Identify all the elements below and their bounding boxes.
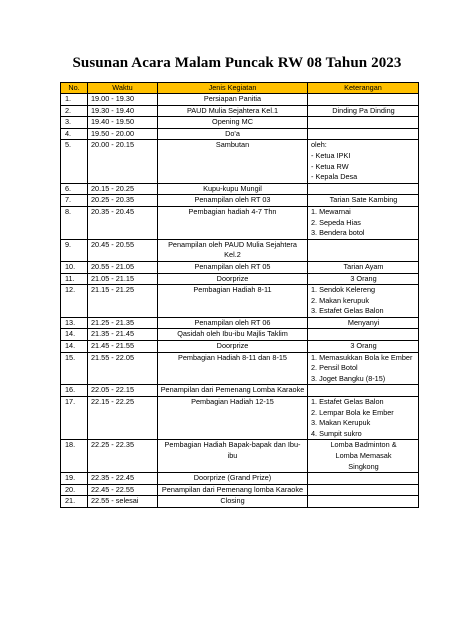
table-row <box>61 206 419 239</box>
row-number: 6. <box>61 183 88 195</box>
keterangan-line: 2. Lempar Bola ke Ember <box>311 407 394 417</box>
table-row <box>61 140 419 183</box>
keterangan-line: 2. Makan kerupuk <box>311 295 370 305</box>
keterangan-line: - Ketua IPKI <box>311 150 351 160</box>
row-waktu: 19.30 - 19.40 <box>88 105 158 117</box>
table-row <box>61 261 419 273</box>
row-waktu: 22.45 - 22.55 <box>88 484 158 496</box>
keterangan-line: Singkong <box>348 461 379 471</box>
keterangan-line: - Kepala Desa <box>311 172 358 182</box>
row-keterangan <box>308 484 419 496</box>
row-number: 4. <box>61 128 88 140</box>
kegiatan-text: Penampilan oleh RT 05 <box>194 261 271 271</box>
row-jenis-kegiatan <box>158 239 308 261</box>
row-jenis-kegiatan <box>158 473 308 485</box>
row-waktu: 20.25 - 20.35 <box>88 195 158 207</box>
row-jenis-kegiatan <box>158 117 308 129</box>
row-waktu: 20.55 - 21.05 <box>88 261 158 273</box>
row-waktu: 21.35 - 21.45 <box>88 329 158 341</box>
row-waktu: 21.45 - 21.55 <box>88 341 158 353</box>
row-jenis-kegiatan <box>158 341 308 353</box>
table-row <box>61 473 419 485</box>
keterangan-line: Dinding Pa Dinding <box>332 105 395 115</box>
kegiatan-text: Pembagian hadiah 4-7 Thn <box>188 206 277 216</box>
keterangan-line: 3. Bendera botol <box>311 228 365 238</box>
kegiatan-text: Doorprize <box>216 273 249 283</box>
row-number: 5. <box>61 140 88 183</box>
table-row <box>61 496 419 508</box>
keterangan-line: 3. Joget Bangku (8-15) <box>311 373 386 383</box>
row-jenis-kegiatan <box>158 105 308 117</box>
table-row <box>61 317 419 329</box>
kegiatan-text: Penampilan dari Pemenang lomba Karaoke <box>161 484 304 494</box>
row-jenis-kegiatan <box>158 94 308 106</box>
row-number: 15. <box>61 352 88 385</box>
table-row <box>61 94 419 106</box>
row-keterangan <box>308 285 419 318</box>
table-row <box>61 273 419 285</box>
row-keterangan <box>308 195 419 207</box>
header-keterangan: Keterangan <box>308 83 419 94</box>
row-keterangan <box>308 117 419 129</box>
row-keterangan <box>308 105 419 117</box>
row-keterangan <box>308 206 419 239</box>
row-waktu: 20.45 - 20.55 <box>88 239 158 261</box>
row-waktu: 22.05 - 22.15 <box>88 385 158 397</box>
row-jenis-kegiatan <box>158 273 308 285</box>
table-row <box>61 285 419 318</box>
row-number: 14. <box>61 329 88 341</box>
row-waktu: 19.50 - 20.00 <box>88 128 158 140</box>
row-number: 8. <box>61 206 88 239</box>
row-keterangan <box>308 239 419 261</box>
row-number: 19. <box>61 473 88 485</box>
row-keterangan <box>308 261 419 273</box>
row-jenis-kegiatan <box>158 484 308 496</box>
keterangan-line: oleh: <box>311 140 327 150</box>
table-row <box>61 352 419 385</box>
row-keterangan <box>308 440 419 473</box>
keterangan-line: Menyanyi <box>347 317 380 327</box>
kegiatan-text: Pembagian Hadiah Bapak-bapak dan Ibu-ibu <box>164 440 301 460</box>
row-keterangan <box>308 183 419 195</box>
keterangan-line: 3 Orang <box>350 273 377 283</box>
row-waktu: 22.15 - 22.25 <box>88 397 158 440</box>
keterangan-line: 3 Orang <box>350 341 377 351</box>
row-keterangan <box>308 397 419 440</box>
row-keterangan <box>308 385 419 397</box>
keterangan-line: Lomba Badminton & <box>330 440 397 450</box>
kegiatan-text: Pembagian Hadiah 12-15 <box>191 397 274 407</box>
row-waktu: 22.35 - 22.45 <box>88 473 158 485</box>
header-no: No. <box>61 83 88 94</box>
header-waktu: Waktu <box>88 83 158 94</box>
kegiatan-text: Penampilan oleh RT 03 <box>194 195 271 205</box>
table-row <box>61 484 419 496</box>
row-waktu: 21.15 - 21.25 <box>88 285 158 318</box>
row-jenis-kegiatan <box>158 206 308 239</box>
row-keterangan <box>308 341 419 353</box>
keterangan-line: Tarian Sate Kambing <box>329 195 398 205</box>
table-row <box>61 105 419 117</box>
row-keterangan <box>308 94 419 106</box>
row-keterangan <box>308 140 419 183</box>
row-waktu: 19.00 - 19.30 <box>88 94 158 106</box>
row-number: 16. <box>61 385 88 397</box>
kegiatan-text: Doorprize <box>216 341 249 351</box>
row-number: 12. <box>61 285 88 318</box>
keterangan-line: - Ketua RW <box>311 161 349 171</box>
row-waktu: 22.55 - selesai <box>88 496 158 508</box>
row-keterangan <box>308 329 419 341</box>
kegiatan-text: Do'a <box>225 128 240 138</box>
table-row <box>61 440 419 473</box>
keterangan-line: 3. Estafet Gelas Balon <box>311 306 384 316</box>
keterangan-line: 1. Memasukkan Bola ke Ember <box>311 352 413 362</box>
kegiatan-text: Opening MC <box>212 117 253 127</box>
row-jenis-kegiatan <box>158 496 308 508</box>
row-waktu: 21.25 - 21.35 <box>88 317 158 329</box>
document-title: Susunan Acara Malam Puncak RW 08 Tahun 2023 <box>72 55 402 71</box>
row-waktu: 20.35 - 20.45 <box>88 206 158 239</box>
row-keterangan <box>308 496 419 508</box>
row-number: 18. <box>61 440 88 473</box>
keterangan-line: 4. Sumpit sukro <box>311 428 362 438</box>
table-row <box>61 128 419 140</box>
row-number: 3. <box>61 117 88 129</box>
schedule-table <box>60 82 419 508</box>
row-jenis-kegiatan <box>158 329 308 341</box>
row-waktu: 21.55 - 22.05 <box>88 352 158 385</box>
row-keterangan <box>308 317 419 329</box>
row-keterangan <box>308 352 419 385</box>
row-number: 21. <box>61 496 88 508</box>
row-keterangan <box>308 473 419 485</box>
row-number: 7. <box>61 195 88 207</box>
kegiatan-text: PAUD Mulia Sejahtera Kel.1 <box>186 105 279 115</box>
row-jenis-kegiatan <box>158 317 308 329</box>
row-jenis-kegiatan <box>158 397 308 440</box>
kegiatan-text: Qasidah oleh Ibu-ibu Majlis Taklim <box>177 329 288 339</box>
keterangan-line: 1. Sendok Kelereng <box>311 285 376 295</box>
kegiatan-text: Penampilan dari Pemenang Lomba Karaoke <box>160 385 305 395</box>
row-keterangan <box>308 273 419 285</box>
row-waktu: 20.00 - 20.15 <box>88 140 158 183</box>
row-jenis-kegiatan <box>158 183 308 195</box>
kegiatan-text: Pembagian Hadiah 8-11 <box>193 285 272 295</box>
row-number: 1. <box>61 94 88 106</box>
table-row <box>61 397 419 440</box>
table-row <box>61 239 419 261</box>
keterangan-line: 2. Pensil Botol <box>311 363 358 373</box>
keterangan-line: 2. Sepeda Hias <box>311 217 361 227</box>
row-number: 11. <box>61 273 88 285</box>
row-number: 2. <box>61 105 88 117</box>
table-header-row <box>61 83 419 94</box>
row-number: 14. <box>61 341 88 353</box>
row-number: 10. <box>61 261 88 273</box>
kegiatan-text: Pembagian Hadiah 8-11 dan 8-15 <box>178 352 287 362</box>
kegiatan-text: Penampilan oleh PAUD Mulia Sejahtera Kel.2 <box>168 239 297 260</box>
row-number: 20. <box>61 484 88 496</box>
row-number: 17. <box>61 397 88 440</box>
row-keterangan <box>308 128 419 140</box>
kegiatan-text: Penampilan oleh RT 06 <box>194 317 271 327</box>
row-jenis-kegiatan <box>158 261 308 273</box>
row-jenis-kegiatan <box>158 195 308 207</box>
row-number: 13. <box>61 317 88 329</box>
schedule-rows <box>61 94 419 508</box>
row-waktu: 19.40 - 19.50 <box>88 117 158 129</box>
row-jenis-kegiatan <box>158 385 308 397</box>
row-jenis-kegiatan <box>158 128 308 140</box>
row-jenis-kegiatan <box>158 352 308 385</box>
row-waktu: 20.15 - 20.25 <box>88 183 158 195</box>
kegiatan-text: Sambutan <box>215 140 250 150</box>
keterangan-line: Tarian Ayam <box>343 261 384 271</box>
row-jenis-kegiatan <box>158 140 308 183</box>
table-row <box>61 341 419 353</box>
keterangan-line: 1. Estafet Gelas Balon <box>311 397 384 407</box>
keterangan-line: 3. Makan Kerupuk <box>311 418 371 428</box>
row-waktu: 21.05 - 21.15 <box>88 273 158 285</box>
table-row <box>61 195 419 207</box>
row-jenis-kegiatan <box>158 285 308 318</box>
row-jenis-kegiatan <box>158 440 308 473</box>
keterangan-line: 1. Mewarnai <box>311 206 351 216</box>
kegiatan-text: Kupu-kupu Mungil <box>203 183 262 193</box>
kegiatan-text: Persiapan Panitia <box>203 94 262 103</box>
header-jenis-kegiatan: Jenis Kegiatan <box>158 83 308 94</box>
table-row <box>61 329 419 341</box>
table-row <box>61 385 419 397</box>
row-number: 9. <box>61 239 88 261</box>
table-row <box>61 117 419 129</box>
row-waktu: 22.25 - 22.35 <box>88 440 158 473</box>
keterangan-line: Lomba Memasak <box>335 451 392 460</box>
table-row <box>61 183 419 195</box>
kegiatan-text: Doorprize (Grand Prize) <box>193 473 272 483</box>
kegiatan-text: Closing <box>220 496 245 506</box>
